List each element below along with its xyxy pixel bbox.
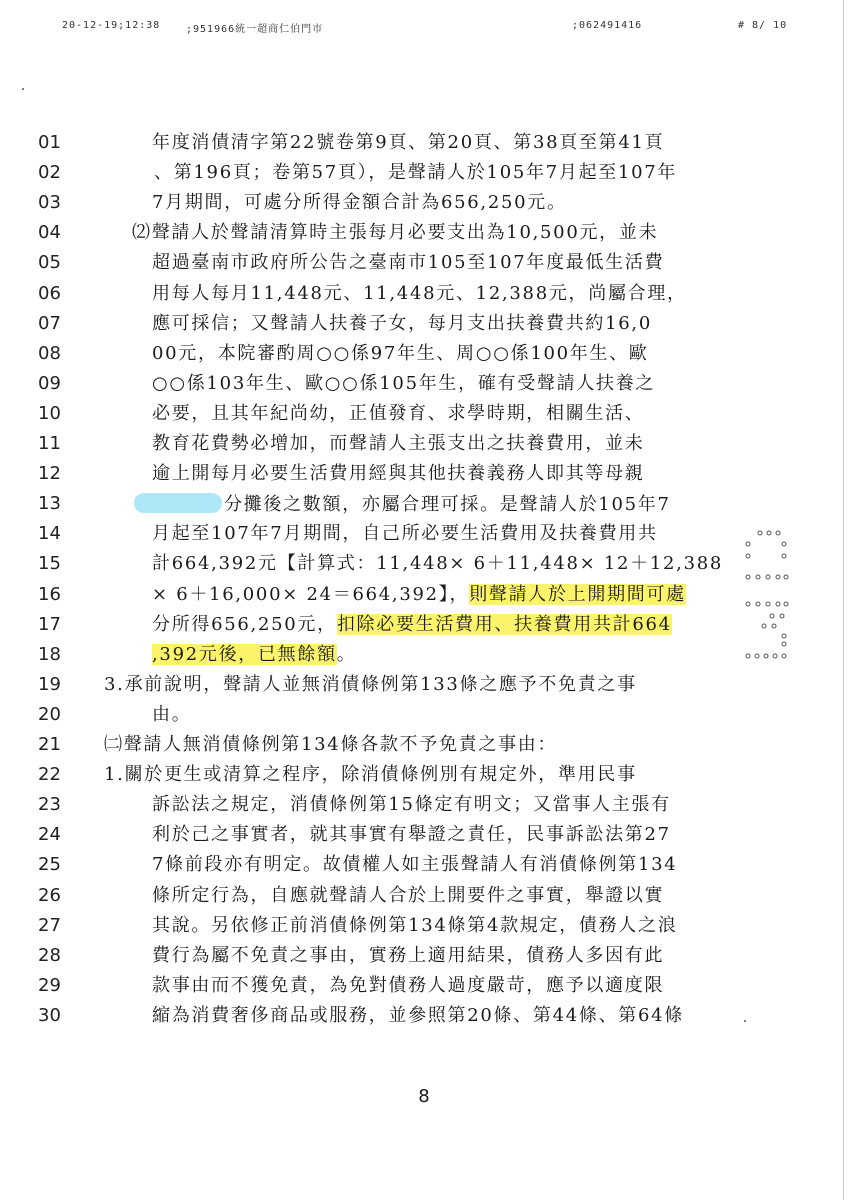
page-number: 8 bbox=[418, 1086, 430, 1107]
text-segment: 年度消債清字第22號卷第9頁、第20頁、第38頁至第41頁 bbox=[152, 132, 665, 153]
document-line bbox=[0, 339, 848, 369]
perforation-marks bbox=[744, 530, 804, 670]
line-text bbox=[152, 343, 649, 365]
line-text bbox=[152, 463, 645, 485]
document-line bbox=[0, 399, 848, 429]
line-text bbox=[152, 794, 671, 816]
line-number: 20 bbox=[38, 703, 61, 725]
line-number: 19 bbox=[38, 673, 61, 695]
text-segment: ㈡聲請人無消債條例第134條各款不予免責之事由： bbox=[104, 734, 558, 755]
scan-speck bbox=[22, 88, 24, 90]
document-line bbox=[0, 670, 848, 700]
line-number: 30 bbox=[38, 1004, 61, 1026]
line-text bbox=[152, 824, 671, 846]
document-line bbox=[0, 218, 848, 248]
line-number: 12 bbox=[38, 463, 61, 485]
document-line bbox=[0, 730, 848, 760]
line-text bbox=[152, 1005, 684, 1027]
text-segment: 必要，且其年紀尚幼，正值發育、求學時期，相關生活、 bbox=[152, 402, 645, 424]
text-segment: 00元，本院審酌周○○係97年生、周○○係100年生、歐 bbox=[152, 342, 649, 364]
line-number: 13 bbox=[38, 493, 61, 515]
line-number: 09 bbox=[38, 372, 61, 394]
line-number: 21 bbox=[38, 734, 61, 755]
line-number: 16 bbox=[38, 583, 61, 605]
line-number: 25 bbox=[38, 854, 61, 876]
scan-edge bbox=[843, 0, 844, 1200]
text-segment: 訴訟法之規定，消債條例第15條定有明文；又當事人主張有 bbox=[152, 794, 671, 816]
line-text bbox=[152, 704, 191, 726]
document-line bbox=[0, 459, 848, 489]
line-text bbox=[152, 945, 664, 967]
document-line bbox=[0, 158, 848, 188]
document-line bbox=[0, 640, 848, 670]
document-line bbox=[0, 760, 848, 790]
line-number: 15 bbox=[38, 553, 61, 575]
redaction-mark bbox=[134, 493, 222, 513]
text-segment: 、第196頁；卷第57頁），是聲請人於105年7月起至107年 bbox=[154, 162, 678, 184]
text-segment: 款事由而不獲免責，為免對債務人過度嚴苛，應予以適度限 bbox=[152, 974, 665, 996]
document-line bbox=[0, 489, 848, 519]
line-text bbox=[104, 734, 557, 756]
document-line bbox=[0, 911, 848, 941]
line-number: 06 bbox=[38, 282, 61, 304]
text-segment: ○○係103年生、歐○○係105年生，確有受聲請人扶養之 bbox=[152, 372, 656, 394]
line-text bbox=[152, 433, 645, 455]
line-text bbox=[152, 373, 655, 395]
line-text bbox=[152, 553, 723, 575]
line-number: 23 bbox=[38, 794, 61, 816]
text-segment: 分攤後之數額，亦屬合理可採。是聲請人於105年7 bbox=[224, 494, 671, 516]
text-segment: 。 bbox=[336, 643, 357, 665]
line-text bbox=[152, 252, 664, 274]
document-line bbox=[0, 790, 848, 820]
text-segment: 1.關於更生或清算之程序，除消債條例別有規定外，準用民事 bbox=[104, 764, 637, 786]
line-text bbox=[152, 644, 356, 666]
fax-number: ;062491416 bbox=[572, 20, 643, 31]
line-text bbox=[152, 192, 567, 214]
line-text bbox=[152, 614, 672, 636]
text-segment: ⑵聲請人於聲請清算時主張每月必要支出為10,500元，並未 bbox=[132, 222, 659, 244]
document-line bbox=[0, 1001, 848, 1031]
line-number: 10 bbox=[38, 402, 61, 424]
text-segment: 應可採信；又聲請人扶養子女，每月支出扶養費共約16,0 bbox=[152, 312, 652, 334]
line-text bbox=[152, 132, 664, 154]
fax-sender: ;951966統一超商仁伯門市 bbox=[186, 24, 324, 35]
line-number: 18 bbox=[38, 643, 61, 665]
document-line bbox=[0, 881, 848, 911]
line-number: 24 bbox=[38, 824, 61, 846]
text-segment: 月起至107年7月期間，自己所必要生活費用及扶養費用共 bbox=[152, 523, 658, 545]
line-text bbox=[152, 915, 677, 937]
text-segment: 逾上開每月必要生活費用經與其他扶養義務人即其等母親 bbox=[152, 463, 645, 485]
line-number: 17 bbox=[38, 613, 61, 635]
document-line bbox=[0, 309, 848, 339]
document-line bbox=[0, 369, 848, 399]
text-segment: 分所得656,250元， bbox=[152, 613, 337, 635]
text-segment: 教育花費勢必增加，而聲請人主張支出之扶養費用，並未 bbox=[152, 433, 645, 454]
document-line bbox=[0, 519, 848, 549]
line-number: 22 bbox=[38, 764, 61, 786]
document-line bbox=[0, 850, 848, 880]
text-segment: 3.承前說明，聲請人並無消債條例第133條之應予不免責之事 bbox=[104, 673, 637, 695]
line-text bbox=[152, 523, 658, 545]
highlighted-text: ,392元後，已無餘額 bbox=[152, 643, 337, 665]
text-segment: 7月期間，可處分所得金額合計為656,250元。 bbox=[152, 192, 567, 214]
fax-datetime: 20-12-19;12:38 bbox=[62, 20, 161, 31]
line-number: 11 bbox=[38, 433, 61, 454]
line-number: 26 bbox=[38, 884, 61, 906]
document-line bbox=[0, 700, 848, 730]
text-segment: 7條前段亦有明定。故債權人如主張聲請人有消債條例第134 bbox=[152, 854, 678, 876]
text-segment: 費行為屬不免責之事由，實務上適用結果，債務人多因有此 bbox=[152, 944, 665, 966]
text-segment: 計664,392元【計算式：11,448× 6＋11,448× 12＋12,388 bbox=[152, 553, 724, 575]
line-text bbox=[152, 584, 686, 606]
document-line bbox=[0, 580, 848, 610]
line-number: 01 bbox=[38, 132, 61, 153]
line-text bbox=[152, 283, 687, 305]
line-number: 04 bbox=[38, 222, 61, 244]
line-text bbox=[152, 975, 664, 997]
line-text bbox=[154, 162, 677, 184]
scan-speck bbox=[744, 1020, 746, 1022]
highlighted-text: 扣除必要生活費用、扶養費用共計664 bbox=[336, 613, 672, 635]
fax-page-count: # 8/ 10 bbox=[738, 20, 788, 31]
line-number: 29 bbox=[38, 974, 61, 996]
line-number: 07 bbox=[38, 312, 61, 334]
document-line bbox=[0, 610, 848, 640]
document-line bbox=[0, 941, 848, 971]
line-text bbox=[132, 222, 658, 244]
document-line bbox=[0, 429, 848, 459]
highlighted-text: 則聲請人於上開期間可處 bbox=[469, 583, 686, 605]
document-line bbox=[0, 971, 848, 1001]
line-number: 14 bbox=[38, 523, 61, 545]
document-line bbox=[0, 549, 848, 579]
line-number: 27 bbox=[38, 914, 61, 936]
document-line bbox=[0, 248, 848, 278]
text-segment: 用每人每月11,448元、11,448元、12,388元，尚屬合理， bbox=[152, 282, 687, 304]
line-text bbox=[152, 313, 652, 335]
line-number: 28 bbox=[38, 944, 61, 966]
text-segment: 超過臺南市政府所公告之臺南市105至107年度最低生活費 bbox=[152, 252, 665, 274]
line-text bbox=[152, 403, 645, 425]
document-line bbox=[0, 128, 848, 158]
line-number: 02 bbox=[38, 162, 61, 184]
line-text bbox=[104, 674, 637, 696]
line-number: 03 bbox=[38, 192, 61, 214]
line-text bbox=[152, 885, 664, 907]
line-text bbox=[104, 764, 637, 786]
line-text bbox=[218, 493, 671, 516]
text-segment: 由。 bbox=[152, 703, 192, 725]
text-segment: 縮為消費奢侈商品或服務，並參照第20條、第44條、第64條 bbox=[152, 1004, 685, 1026]
line-number: 05 bbox=[38, 252, 61, 274]
text-segment: 其說。另依修正前消債條例第134條第4款規定，債務人之浪 bbox=[152, 914, 678, 936]
fax-header bbox=[0, 20, 848, 40]
document-line bbox=[0, 188, 848, 218]
text-segment: 條所定行為，自應就聲請人合於上開要件之事實，舉證以實 bbox=[152, 884, 665, 906]
text-segment: 利於己之事實者，就其事實有舉證之責任，民事訴訟法第27 bbox=[152, 824, 671, 846]
line-number: 08 bbox=[38, 342, 61, 364]
text-segment: × 6＋16,000× 24＝664,392】， bbox=[152, 583, 470, 605]
document-line bbox=[0, 820, 848, 850]
document-line bbox=[0, 279, 848, 309]
line-text bbox=[152, 854, 677, 876]
